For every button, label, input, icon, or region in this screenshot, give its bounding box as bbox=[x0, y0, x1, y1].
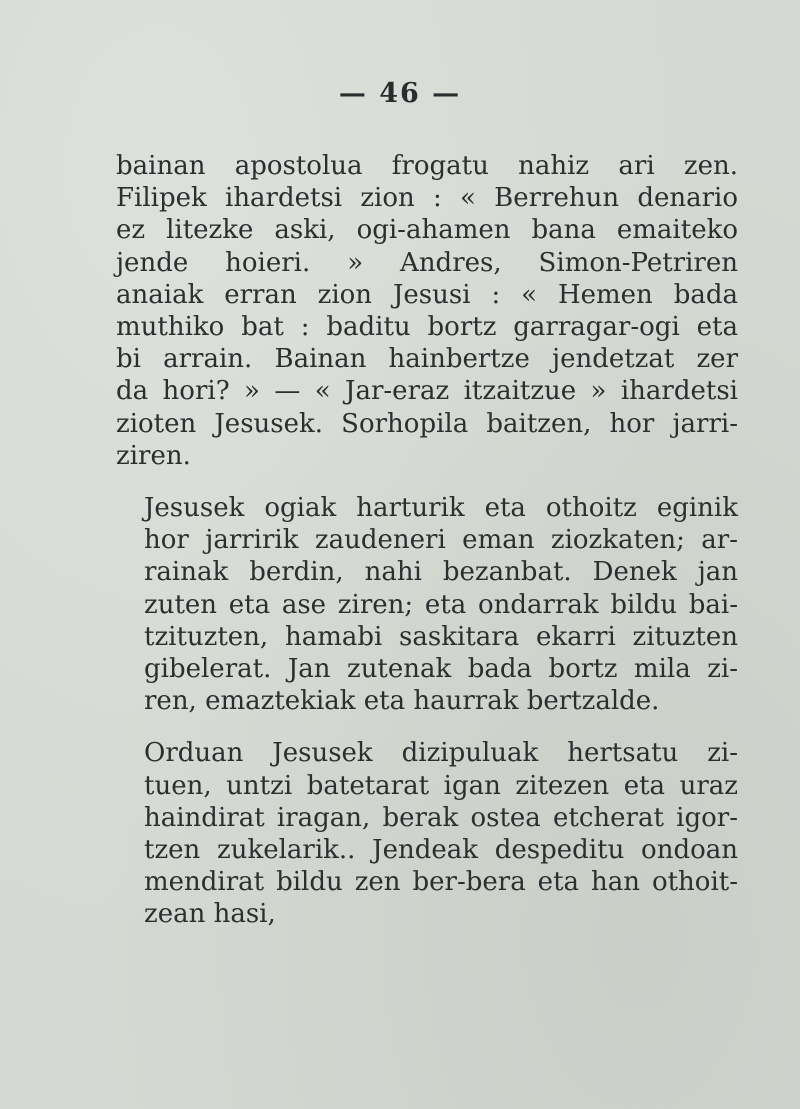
text-line: jende hoieri. » Andres, Simon-Petriren bbox=[116, 247, 738, 278]
text-line: ren, emaztekiak eta haurrak bertzalde. bbox=[144, 686, 660, 717]
text-line: haindirat iragan, berak ostea etcherat igor- bbox=[144, 802, 738, 833]
text-line: da hori? » — « Jar-eraz itzaitzue » ihardetsi bbox=[116, 376, 738, 407]
text-line: tzen zukelarik.. Jendeak despeditu ondoan bbox=[144, 835, 738, 866]
text-line: bi arrain. Bainan hainbertze jendetzat zer bbox=[116, 344, 738, 375]
text-line: ez litezke aski, ogi-ahamen bana emaiteko bbox=[116, 215, 738, 246]
text-line: bainan apostolua frogatu nahiz ari zen. bbox=[116, 151, 738, 181]
text-line: Filipek ihardetsi zion : « Berrehun denario bbox=[116, 183, 738, 214]
page-number: — 46 — bbox=[338, 78, 462, 109]
text-line: anaiak erran zion Jesusi : « Hemen bada bbox=[116, 279, 738, 310]
paragraph-3 bbox=[116, 737, 738, 930]
text-line: Orduan Jesusek dizipuluak hertsatu zi- bbox=[144, 738, 738, 769]
paragraph-1 bbox=[116, 150, 738, 472]
text-line: mendirat bildu zen ber-bera eta han othoit- bbox=[144, 867, 738, 898]
text-line: ziren. bbox=[116, 440, 191, 471]
body-text bbox=[116, 150, 738, 931]
text-line: tzituzten, hamabi saskitara ekarri zituzten bbox=[144, 621, 738, 652]
text-line: zuten eta ase ziren; eta ondarrak bildu bai- bbox=[144, 589, 738, 620]
paragraph-2 bbox=[116, 492, 738, 717]
text-line: muthiko bat : baditu bortz garragar-ogi eta bbox=[116, 312, 738, 343]
text-line: tuen, untzi batetarat igan zitezen eta uraz bbox=[144, 770, 738, 801]
text-line: zean hasi, bbox=[144, 899, 276, 930]
text-line: Jesusek ogiak harturik eta othoitz eginik bbox=[144, 493, 738, 524]
text-line: hor jarririk zaudeneri eman ziozkaten; ar- bbox=[144, 525, 738, 556]
text-line: zioten Jesusek. Sorhopila baitzen, hor jarri- bbox=[116, 408, 738, 439]
text-line: gibelerat. Jan zutenak bada bortz mila zi- bbox=[144, 654, 738, 685]
text-line: rainak berdin, nahi bezanbat. Denek jan bbox=[144, 557, 738, 588]
